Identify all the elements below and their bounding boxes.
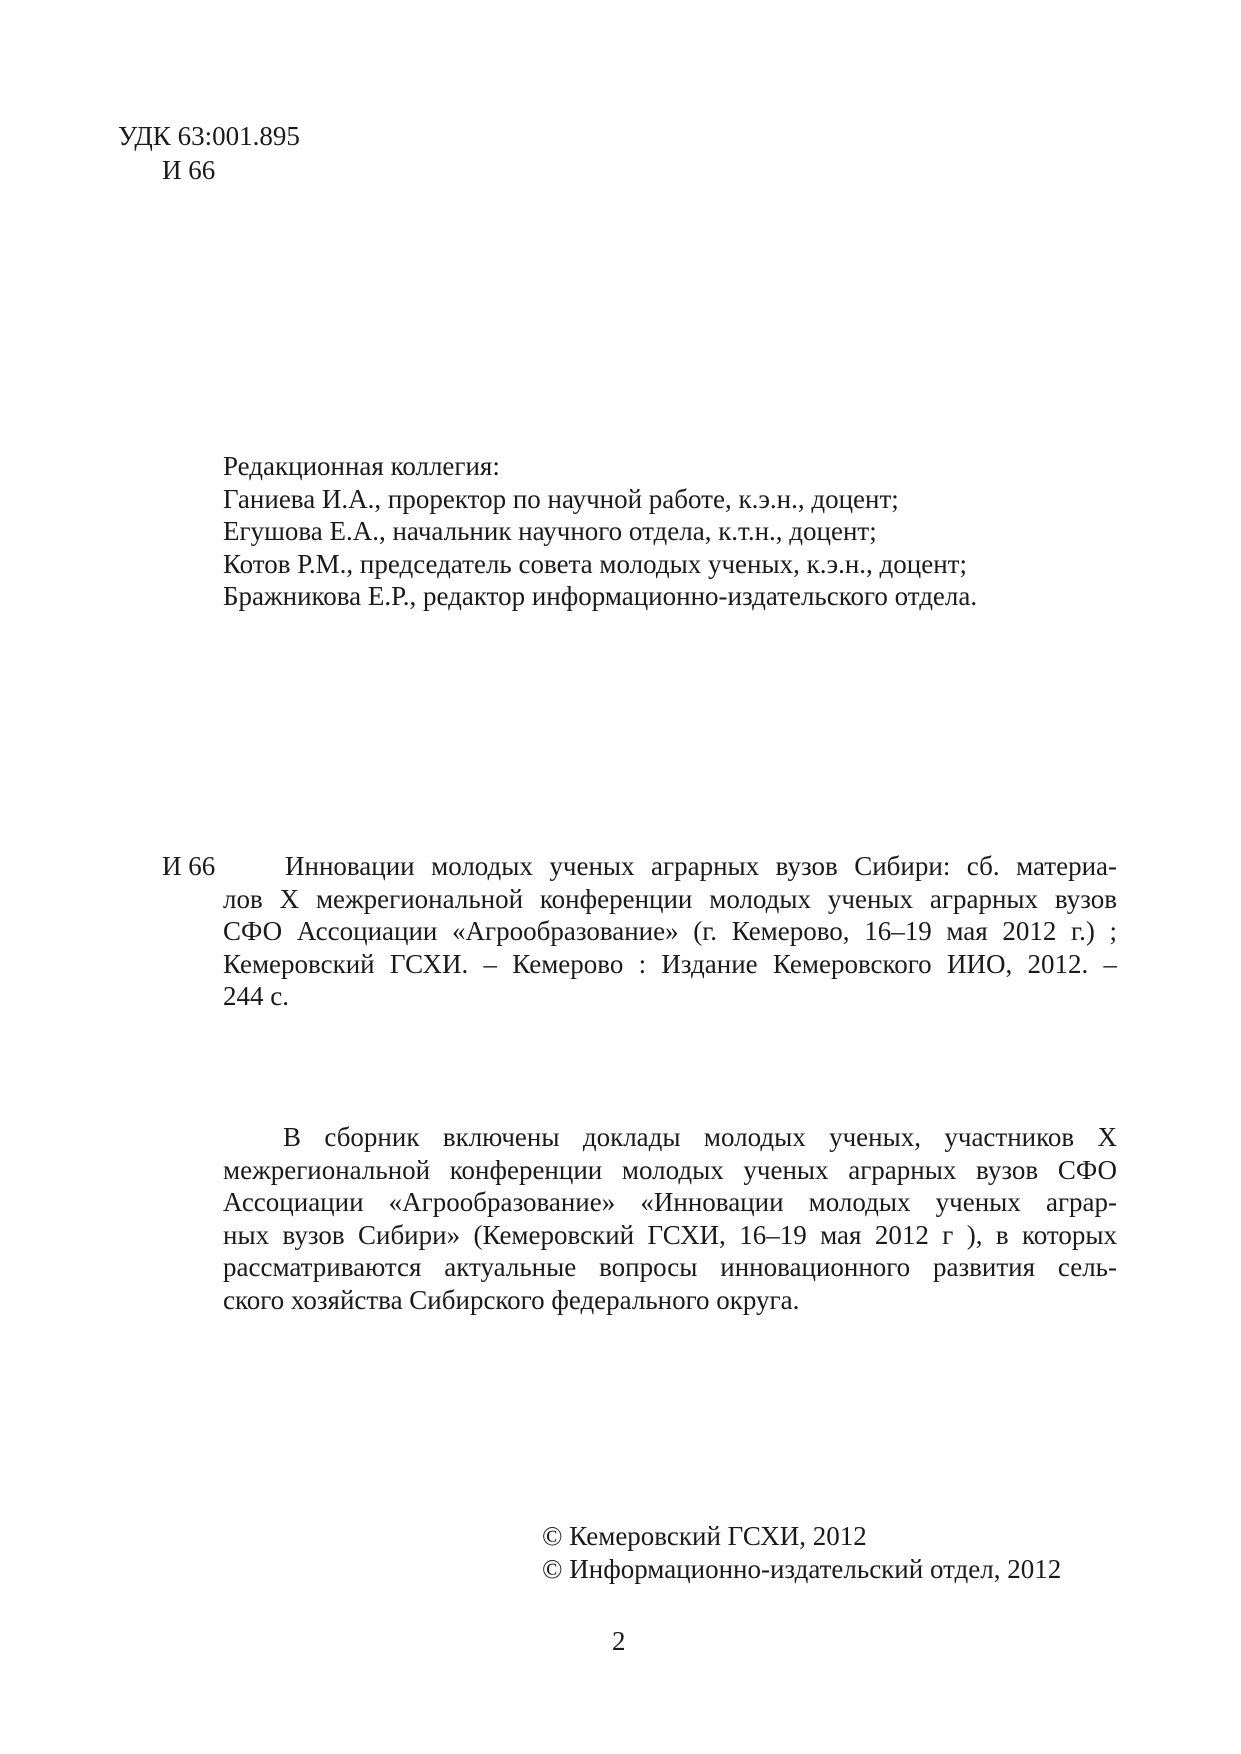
- bbk-code: И 66: [162, 155, 216, 185]
- record-line: Инновации молодых ученых аграрных вузов Сибири: сб. материа-: [285, 851, 1117, 881]
- editorial-board-member: Котов Р.М., председатель совета молодых ученых, к.э.н., доцент;: [223, 548, 967, 579]
- abstract-line: ных вузов Сибири» (Кемеровский ГСХИ, 16–19 мая 2012 г ), в которых: [223, 1219, 1117, 1250]
- record-line: Кемеровский ГСХИ. – Кемерово : Издание Кемеровского ИИО, 2012. –: [223, 948, 1117, 979]
- copyright: [542, 1520, 1061, 1585]
- copyright-line: © Информационно-издательский отдел, 2012: [542, 1553, 1062, 1584]
- abstract: [223, 1121, 1117, 1316]
- editorial-board: [223, 450, 977, 613]
- record-line: 244 с.: [223, 981, 289, 1011]
- editorial-board-member: Бражникова Е.Р., редактор информационно-издательского отдела.: [223, 581, 978, 611]
- bibliographic-record: [223, 850, 1117, 1013]
- abstract-line: Ассоциации «Агрообразование» «Инновации молодых ученых аграр-: [223, 1187, 1117, 1217]
- record-line: СФО Ассоциации «Агрообразование» (г. Кемерово, 16–19 мая 2012 г.) ;: [223, 916, 1117, 946]
- abstract-line: межрегиональной конференции молодых ученых аграрных вузов СФО: [223, 1154, 1117, 1185]
- editorial-board-title: Редакционная коллегия:: [223, 451, 500, 481]
- abstract-line: рассматриваются актуальные вопросы инновационного развития сель-: [223, 1252, 1117, 1282]
- abstract-line: ского хозяйства Сибирского федерального округа.: [223, 1284, 800, 1315]
- abstract-line: В сборник включены доклады молодых ученых, участников Х: [283, 1122, 1117, 1152]
- page-number: 2: [612, 1626, 626, 1656]
- record-code: И 66: [162, 851, 216, 881]
- editorial-board-member: Ганиева И.А., проректор по научной работе, к.э.н., доцент;: [223, 483, 899, 514]
- editorial-board-member: Егушова Е.А., начальник научного отдела, к.т.н., доцент;: [223, 516, 877, 546]
- copyright-line: © Кемеровский ГСХИ, 2012: [542, 1521, 867, 1551]
- udk-code: УДК 63:001.895: [118, 121, 300, 151]
- record-line: лов Х межрегиональной конференции молодых ученых аграрных вузов: [223, 883, 1117, 914]
